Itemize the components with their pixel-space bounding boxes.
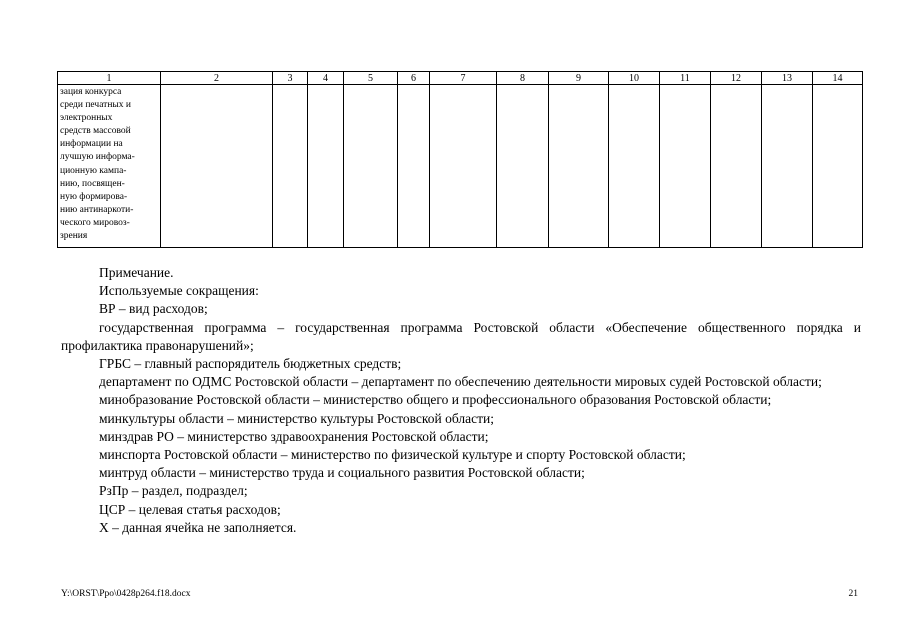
abbreviation-item: минспорта Ростовской области – министерство по физической культуре и спорту Ростовской области;: [99, 447, 686, 463]
table-cell-13: [762, 85, 813, 248]
cell-line: ционную кампа-: [60, 165, 127, 176]
column-header-10: 10: [609, 72, 660, 85]
cell-description: [58, 85, 160, 243]
column-header-8: 8: [497, 72, 549, 85]
cell-line: ную формирова-: [60, 191, 128, 202]
abbreviation-item: департамент по ОДМС Ростовской области – департамент по обеспечению деятельности мировых судей Ростовской области;: [99, 374, 822, 390]
table-header-row: [58, 72, 863, 85]
table-cell-8: [497, 85, 549, 248]
cell-line: зация конкурса: [60, 87, 122, 97]
column-header-7: 7: [430, 72, 497, 85]
cell-line: нию, посвящен-: [60, 178, 125, 189]
cell-line: среди печатных и: [60, 100, 131, 111]
column-header-11: 11: [660, 72, 711, 85]
abbreviation-item: РзПр – раздел, подраздел;: [99, 483, 248, 499]
data-table: [57, 71, 863, 248]
table-cell-3: [273, 85, 308, 248]
note-section: [61, 264, 861, 537]
column-header-3: 3: [273, 72, 308, 85]
footer-page-number: 21: [848, 589, 858, 599]
column-header-6: 6: [398, 72, 430, 85]
table-cell-1: [58, 85, 161, 248]
column-header-9: 9: [549, 72, 609, 85]
cell-line: лучшую информа-: [60, 152, 135, 163]
abbreviation-item: минздрав РО – министерство здравоохранения Ростовской области;: [99, 428, 489, 444]
footer-file-path: Y:\ORST\Ppo\0428p264.f18.docx: [61, 589, 191, 599]
note-title: Примечание.: [99, 265, 174, 280]
table-cell-5: [344, 85, 398, 248]
cell-line: электронных: [60, 113, 113, 124]
data-table-container: [57, 71, 862, 248]
table-cell-14: [813, 85, 863, 248]
column-header-14: 14: [813, 72, 863, 85]
table-cell-11: [660, 85, 711, 248]
cell-line: средств массовой: [60, 126, 131, 137]
abbreviation-item: ВР – вид расходов;: [99, 301, 208, 317]
column-header-5: 5: [344, 72, 398, 85]
cell-line: зрения: [60, 231, 88, 242]
cell-line: нию антинаркоти-: [60, 204, 134, 215]
table-cell-4: [308, 85, 344, 248]
column-header-13: 13: [762, 72, 813, 85]
column-header-4: 4: [308, 72, 344, 85]
table-cell-9: [549, 85, 609, 248]
table-cell-7: [430, 85, 497, 248]
table-cell-12: [711, 85, 762, 248]
abbreviation-item: минкультуры области – министерство культуры Ростовской области;: [99, 410, 495, 426]
note-intro: Используемые сокращения:: [99, 283, 259, 299]
abbreviation-item: минтруд области – министерство труда и социального развития Ростовской области;: [99, 465, 585, 481]
abbreviation-item: государственная программа – государственная программа Ростовской области «Обеспечение общественного порядка и профилактика правонарушений»;: [61, 319, 861, 353]
abbreviation-item: Х – данная ячейка не заполняется.: [99, 519, 297, 535]
cell-line: информации на: [60, 139, 123, 150]
table-cell-2: [161, 85, 273, 248]
column-header-2: 2: [161, 72, 273, 85]
abbreviation-item: минобразование Ростовской области – министерство общего и профессионального образования Ростовской области;: [99, 392, 772, 408]
abbreviation-item: ГРБС – главный распорядитель бюджетных средств;: [99, 356, 402, 372]
column-header-1: 1: [58, 72, 161, 85]
cell-line: ческого мировоз-: [60, 217, 130, 228]
table-cell-10: [609, 85, 660, 248]
table-cell-6: [398, 85, 430, 248]
column-header-12: 12: [711, 72, 762, 85]
table-row: [58, 85, 863, 248]
abbreviation-item: ЦСР – целевая статья расходов;: [99, 501, 281, 517]
